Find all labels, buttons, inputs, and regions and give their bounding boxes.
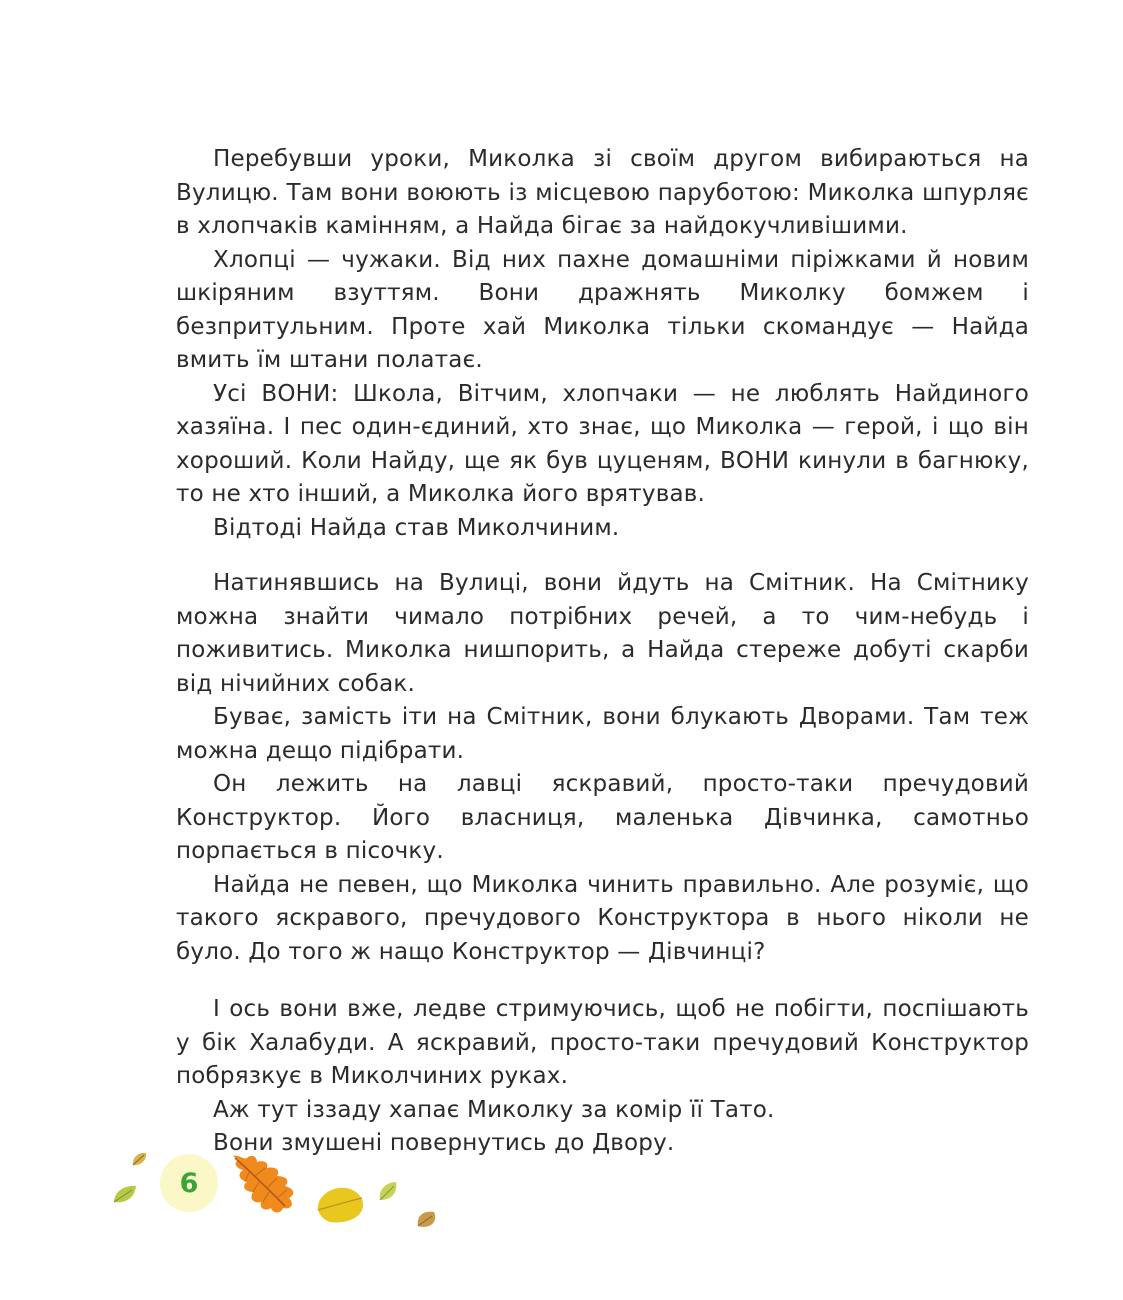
small-leaf-icon bbox=[412, 1206, 442, 1234]
page-number-badge bbox=[160, 1154, 218, 1212]
small-leaf-icon bbox=[110, 1182, 140, 1208]
paragraph: Вони змушені повернутись до Двору. bbox=[213, 1130, 675, 1156]
paragraph: І ось вони вже, ледве стримуючись, щоб не побігти, поспішають у бік Халабуди. А яскравий, просто-таки пречудовий Конструктор побрязкує в Миколчиних руках. bbox=[176, 996, 1029, 1089]
paragraph: Аж тут іззаду хапає Миколку за комір її Тато. bbox=[213, 1096, 775, 1123]
paragraph: Он лежить на лавці яскравий, просто-таки пречудовий Конструктор. Його власниця, маленька Дівчинка, самотньо порпається в пісочку. bbox=[176, 771, 1029, 864]
small-leaf-icon bbox=[130, 1150, 150, 1170]
section-gap bbox=[176, 545, 1029, 567]
page-number: 6 bbox=[179, 1167, 199, 1199]
paragraph: Відтоді Найда став Миколчиним. bbox=[213, 514, 620, 541]
oak-leaf-icon bbox=[225, 1150, 307, 1220]
paragraph: Найда не певен, що Миколка чинить правильно. Але розуміє, що такого яскравого, пречудового Конструктора в нього ніколи не було. До того ж нащо Конструктор — Дівчинці? bbox=[176, 871, 1029, 965]
paragraph: Натинявшись на Вулиці, вони йдуть на Смітник. На Смітнику можна знайти чимало потрібних речей, а то чим-небудь і поживитись. Миколка нишпорить, а Найда стереже добуті скарби від нічийних собак. bbox=[176, 570, 1029, 697]
section-gap bbox=[176, 969, 1029, 993]
paragraph: Хлопці — чужаки. Від них пахне домашніми піріжками й новим шкіряним взуттям. Вони дражнять Миколку бомжем і безпритульним. Проте хай Миколка тільки скомандує — Найда вмить їм штани полатає. bbox=[176, 246, 1029, 373]
story-text bbox=[176, 143, 1029, 1161]
paragraph: Усі ВОНИ: Школа, Вітчим, хлопчаки — не люблять Найдиного хазяїна. І пес один-єдиний, хто знає, що Миколка — герой, і що він хороший. Коли Найду, ще як був цуценям, ВОНИ кинули в багнюку, то не хто інший, а Миколка його врятував. bbox=[176, 380, 1029, 507]
paragraph: Перебувши уроки, Миколка зі своїм другом вибираються на Вулицю. Там вони воюють із місцевою паруботою: Миколка шпурляє в хлопчаків камінням, а Найда бігає за найдокучливішими. bbox=[176, 146, 1029, 239]
birch-leaf-icon bbox=[312, 1180, 368, 1228]
paragraph: Буває, замість іти на Смітник, вони блукають Дворами. Там теж можна дещо підібрати. bbox=[176, 704, 1029, 764]
page-footer bbox=[100, 1140, 460, 1240]
small-leaf-icon bbox=[376, 1178, 402, 1206]
